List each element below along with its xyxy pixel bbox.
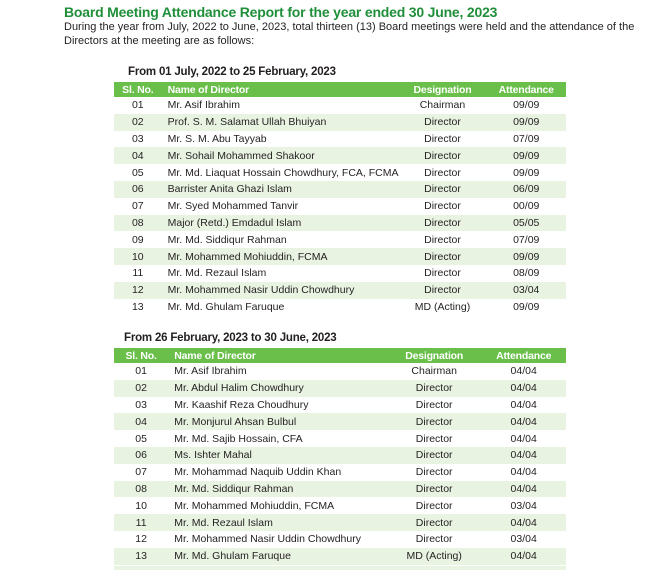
- cell-designation: Director: [387, 481, 481, 498]
- cell-name: Mr. Asif Ibrahim: [162, 97, 399, 114]
- table-bottom-band: [114, 566, 566, 570]
- cell-designation: Director: [399, 164, 487, 181]
- cell-name: Mr. Md. Liaquat Hossain Chowdhury, FCA, FCMA: [162, 164, 399, 181]
- table-row: [114, 548, 566, 565]
- cell-attendance: 09/09: [486, 248, 566, 265]
- header-name: Name of Director: [168, 348, 387, 363]
- cell-sl: 08: [114, 481, 168, 498]
- header-attendance: Attendance: [486, 82, 566, 97]
- table-header-row: [114, 348, 566, 363]
- period1-label: From 01 July, 2022 to 25 February, 2023: [128, 66, 336, 78]
- cell-attendance: 08/09: [486, 265, 566, 282]
- cell-name: Mr. Sohail Mohammed Shakoor: [162, 147, 399, 164]
- cell-designation: Director: [387, 464, 481, 481]
- cell-designation: Director: [387, 380, 481, 397]
- cell-sl: 04: [114, 147, 162, 164]
- cell-attendance: 00/09: [486, 198, 566, 215]
- table-row: [114, 97, 566, 114]
- cell-designation: Director: [387, 397, 481, 414]
- table-row: [114, 430, 566, 447]
- cell-name: Mr. S. M. Abu Tayyab: [162, 131, 399, 148]
- cell-designation: Director: [387, 531, 481, 548]
- report-title: Board Meeting Attendance Report for the year ended 30 June, 2023: [64, 4, 498, 20]
- period2-label: From 26 February, 2023 to 30 June, 2023: [124, 332, 337, 344]
- cell-designation: Director: [387, 514, 481, 531]
- cell-name: Mr. Md. Rezaul Islam: [168, 514, 387, 531]
- cell-designation: Director: [387, 413, 481, 430]
- header-designation: Designation: [387, 348, 481, 363]
- intro-paragraph: During the year from July, 2022 to June, 2023, total thirteen (13) Board meetings were held and the attendance of the Directors at the meeting are as follows:: [64, 21, 635, 47]
- cell-name: Mr. Abdul Halim Chowdhury: [168, 380, 387, 397]
- table-row: [114, 131, 566, 148]
- cell-sl: 01: [114, 363, 168, 380]
- cell-name: Barrister Anita Ghazi Islam: [162, 181, 399, 198]
- cell-sl: 04: [114, 413, 168, 430]
- cell-attendance: 03/04: [481, 497, 566, 514]
- cell-attendance: 09/09: [486, 299, 566, 316]
- table-row: [114, 164, 566, 181]
- cell-name: Mr. Monjurul Ahsan Bulbul: [168, 413, 387, 430]
- table-row: [114, 282, 566, 299]
- cell-name: Mr. Mohammed Mohiuddin, FCMA: [162, 248, 399, 265]
- cell-attendance: 09/09: [486, 147, 566, 164]
- cell-sl: 06: [114, 447, 168, 464]
- cell-sl: 12: [114, 282, 162, 299]
- table-row: [114, 215, 566, 232]
- header-designation: Designation: [399, 82, 487, 97]
- cell-sl: 07: [114, 198, 162, 215]
- table-row: [114, 514, 566, 531]
- cell-designation: Director: [399, 147, 487, 164]
- cell-sl: 03: [114, 397, 168, 414]
- cell-designation: Director: [399, 231, 487, 248]
- cell-designation: Director: [399, 198, 487, 215]
- table-row: [114, 481, 566, 498]
- cell-designation: MD (Acting): [387, 548, 481, 565]
- cell-sl: 12: [114, 531, 168, 548]
- cell-sl: 05: [114, 430, 168, 447]
- cell-name: Mr. Md. Siddiqur Rahman: [162, 231, 399, 248]
- cell-sl: 01: [114, 97, 162, 114]
- cell-sl: 11: [114, 514, 168, 531]
- cell-attendance: 05/05: [486, 215, 566, 232]
- cell-name: Mr. Md. Rezaul Islam: [162, 265, 399, 282]
- period2-rows: [114, 363, 566, 565]
- cell-name: Mr. Mohammed Nasir Uddin Chowdhury: [168, 531, 387, 548]
- cell-name: Mr. Mohammad Naquib Uddin Khan: [168, 464, 387, 481]
- cell-sl: 05: [114, 164, 162, 181]
- cell-attendance: 09/09: [486, 164, 566, 181]
- cell-sl: 02: [114, 114, 162, 131]
- cell-sl: 08: [114, 215, 162, 232]
- cell-designation: Chairman: [387, 363, 481, 380]
- cell-name: Mr. Asif Ibrahim: [168, 363, 387, 380]
- cell-name: Mr. Mohammed Nasir Uddin Chowdhury: [162, 282, 399, 299]
- cell-attendance: 04/04: [481, 464, 566, 481]
- cell-sl: 06: [114, 181, 162, 198]
- cell-attendance: 07/09: [486, 131, 566, 148]
- cell-sl: 02: [114, 380, 168, 397]
- cell-attendance: 07/09: [486, 231, 566, 248]
- cell-attendance: 04/04: [481, 413, 566, 430]
- table-row: [114, 363, 566, 380]
- cell-attendance: 03/04: [481, 531, 566, 548]
- cell-designation: Director: [399, 114, 487, 131]
- cell-sl: 10: [114, 497, 168, 514]
- period1-table: [114, 82, 566, 315]
- cell-sl: 13: [114, 548, 168, 565]
- cell-sl: 11: [114, 265, 162, 282]
- cell-attendance: 04/04: [481, 548, 566, 565]
- cell-designation: Director: [399, 181, 487, 198]
- cell-name: Mr. Mohammed Mohiuddin, FCMA: [168, 497, 387, 514]
- cell-sl: 09: [114, 231, 162, 248]
- cell-attendance: 06/09: [486, 181, 566, 198]
- table-row: [114, 464, 566, 481]
- cell-designation: Director: [387, 430, 481, 447]
- period1-rows: [114, 97, 566, 315]
- table-row: [114, 531, 566, 548]
- cell-designation: Director: [399, 248, 487, 265]
- table-row: [114, 299, 566, 316]
- cell-sl: 03: [114, 131, 162, 148]
- table-row: [114, 497, 566, 514]
- cell-designation: MD (Acting): [399, 299, 487, 316]
- period2-table: [114, 348, 566, 565]
- cell-attendance: 04/04: [481, 430, 566, 447]
- table-row: [114, 447, 566, 464]
- header-name: Name of Director: [162, 82, 399, 97]
- table-row: [114, 265, 566, 282]
- cell-attendance: 09/09: [486, 97, 566, 114]
- table-row: [114, 181, 566, 198]
- cell-designation: Director: [387, 497, 481, 514]
- header-sl: Sl. No.: [114, 82, 162, 97]
- table-row: [114, 198, 566, 215]
- cell-name: Mr. Syed Mohammed Tanvir: [162, 198, 399, 215]
- cell-attendance: 04/04: [481, 447, 566, 464]
- cell-designation: Director: [399, 265, 487, 282]
- cell-attendance: 09/09: [486, 114, 566, 131]
- cell-name: Ms. Ishter Mahal: [168, 447, 387, 464]
- cell-name: Mr. Kaashif Reza Choudhury: [168, 397, 387, 414]
- table-row: [114, 380, 566, 397]
- cell-designation: Chairman: [399, 97, 487, 114]
- table-row: [114, 147, 566, 164]
- cell-attendance: 03/04: [486, 282, 566, 299]
- cell-sl: 10: [114, 248, 162, 265]
- header-sl: Sl. No.: [114, 348, 168, 363]
- table-row: [114, 114, 566, 131]
- cell-name: Mr. Md. Ghulam Faruque: [162, 299, 399, 316]
- cell-name: Prof. S. M. Salamat Ullah Bhuiyan: [162, 114, 399, 131]
- cell-designation: Director: [399, 131, 487, 148]
- table-header-row: [114, 82, 566, 97]
- cell-attendance: 04/04: [481, 397, 566, 414]
- cell-sl: 13: [114, 299, 162, 316]
- cell-attendance: 04/04: [481, 380, 566, 397]
- cell-name: Mr. Md. Ghulam Faruque: [168, 548, 387, 565]
- cell-name: Mr. Md. Siddiqur Rahman: [168, 481, 387, 498]
- table-row: [114, 248, 566, 265]
- table-row: [114, 231, 566, 248]
- cell-designation: Director: [387, 447, 481, 464]
- cell-designation: Director: [399, 282, 487, 299]
- cell-attendance: 04/04: [481, 514, 566, 531]
- cell-designation: Director: [399, 215, 487, 232]
- header-attendance: Attendance: [481, 348, 566, 363]
- table-row: [114, 413, 566, 430]
- cell-sl: 07: [114, 464, 168, 481]
- cell-name: Major (Retd.) Emdadul Islam: [162, 215, 399, 232]
- cell-name: Mr. Md. Sajib Hossain, CFA: [168, 430, 387, 447]
- table-row: [114, 397, 566, 414]
- cell-attendance: 04/04: [481, 363, 566, 380]
- cell-attendance: 04/04: [481, 481, 566, 498]
